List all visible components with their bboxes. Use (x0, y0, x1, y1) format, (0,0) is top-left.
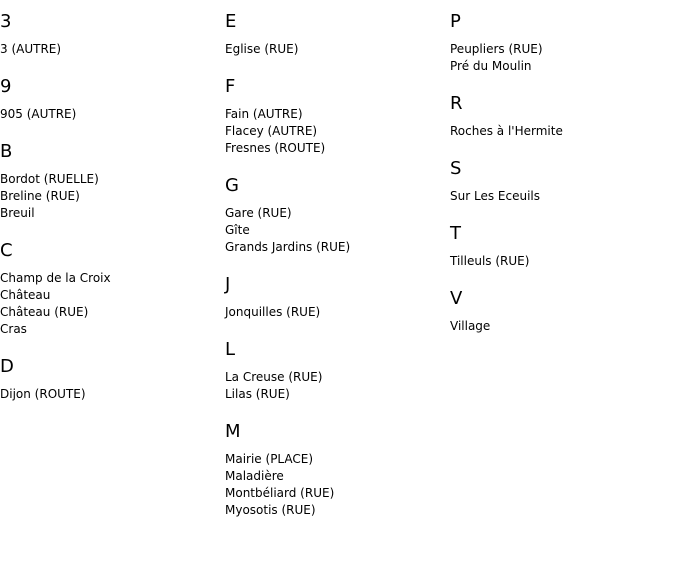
letter-heading: V (450, 288, 463, 309)
street-link[interactable]: Sur Les Eceuils (450, 189, 540, 203)
street-link[interactable]: Château (RUE) (0, 305, 89, 319)
letter-heading: J (225, 274, 231, 295)
letter-group (225, 338, 445, 403)
street-list (450, 318, 670, 335)
street-list (0, 270, 220, 338)
street-link[interactable]: Dijon (ROUTE) (0, 387, 86, 401)
street-list (450, 41, 670, 75)
street-list (225, 451, 445, 519)
street-link[interactable]: Eglise (RUE) (225, 42, 299, 56)
street-link[interactable]: Maladière (225, 469, 284, 483)
letter-group (0, 140, 220, 222)
letter-heading: P (450, 11, 461, 32)
letter-group (225, 10, 445, 58)
street-link[interactable]: La Creuse (RUE) (225, 370, 323, 384)
letter-heading: C (0, 240, 13, 261)
letter-heading: E (225, 11, 237, 32)
letter-heading: S (450, 158, 462, 179)
street-link[interactable]: 3 (AUTRE) (0, 42, 62, 56)
street-list (450, 188, 670, 205)
letter-group (225, 174, 445, 256)
street-link[interactable]: Lilas (RUE) (225, 387, 290, 401)
street-link[interactable]: Montbéliard (RUE) (225, 486, 335, 500)
street-list (0, 106, 220, 123)
street-list (0, 171, 220, 222)
street-list (225, 41, 445, 58)
letter-group (450, 287, 670, 335)
letter-heading: R (450, 93, 463, 114)
street-index-column (450, 0, 670, 352)
letter-heading: G (225, 175, 239, 196)
street-link[interactable]: Fain (AUTRE) (225, 107, 303, 121)
letter-group (0, 239, 220, 338)
letter-heading: D (0, 356, 14, 377)
letter-heading: M (225, 421, 241, 442)
letter-group (450, 157, 670, 205)
letter-group (0, 75, 220, 123)
letter-heading: L (225, 339, 236, 360)
letter-heading: 9 (0, 76, 12, 97)
street-link[interactable]: Fresnes (ROUTE) (225, 141, 326, 155)
street-link[interactable]: Jonquilles (RUE) (225, 305, 321, 319)
letter-group (0, 355, 220, 403)
street-link[interactable]: Breuil (0, 206, 35, 220)
street-link[interactable]: Village (450, 319, 491, 333)
letter-heading: B (0, 141, 13, 162)
letter-heading: F (225, 76, 236, 97)
letter-group (450, 10, 670, 75)
street-link[interactable]: 905 (AUTRE) (0, 107, 77, 121)
street-link[interactable]: Château (0, 288, 51, 302)
street-link[interactable]: Gare (RUE) (225, 206, 292, 220)
street-list (450, 123, 670, 140)
street-index-column (0, 0, 220, 420)
street-link[interactable]: Cras (0, 322, 27, 336)
letter-group (450, 222, 670, 270)
letter-group (225, 420, 445, 519)
street-link[interactable]: Roches à l'Hermite (450, 124, 563, 138)
street-link[interactable]: Flacey (AUTRE) (225, 124, 318, 138)
street-list (225, 304, 445, 321)
street-link[interactable]: Breline (RUE) (0, 189, 80, 203)
letter-heading: 3 (0, 11, 12, 32)
street-link[interactable]: Mairie (PLACE) (225, 452, 314, 466)
street-link[interactable]: Bordot (RUELLE) (0, 172, 99, 186)
street-list (225, 106, 445, 157)
letter-group (225, 273, 445, 321)
letter-group (225, 75, 445, 157)
street-link[interactable]: Peupliers (RUE) (450, 42, 543, 56)
street-list (0, 41, 220, 58)
street-link[interactable]: Grands Jardins (RUE) (225, 240, 351, 254)
letter-group (450, 92, 670, 140)
street-link[interactable]: Gîte (225, 223, 250, 237)
street-link[interactable]: Tilleuls (RUE) (450, 254, 530, 268)
street-index-column (225, 0, 445, 536)
street-list (225, 369, 445, 403)
street-link[interactable]: Champ de la Croix (0, 271, 111, 285)
street-list (225, 205, 445, 256)
letter-group (0, 10, 220, 58)
street-list (450, 253, 670, 270)
street-link[interactable]: Myosotis (RUE) (225, 503, 316, 517)
letter-heading: T (450, 223, 461, 244)
street-link[interactable]: Pré du Moulin (450, 59, 532, 73)
street-list (0, 386, 220, 403)
